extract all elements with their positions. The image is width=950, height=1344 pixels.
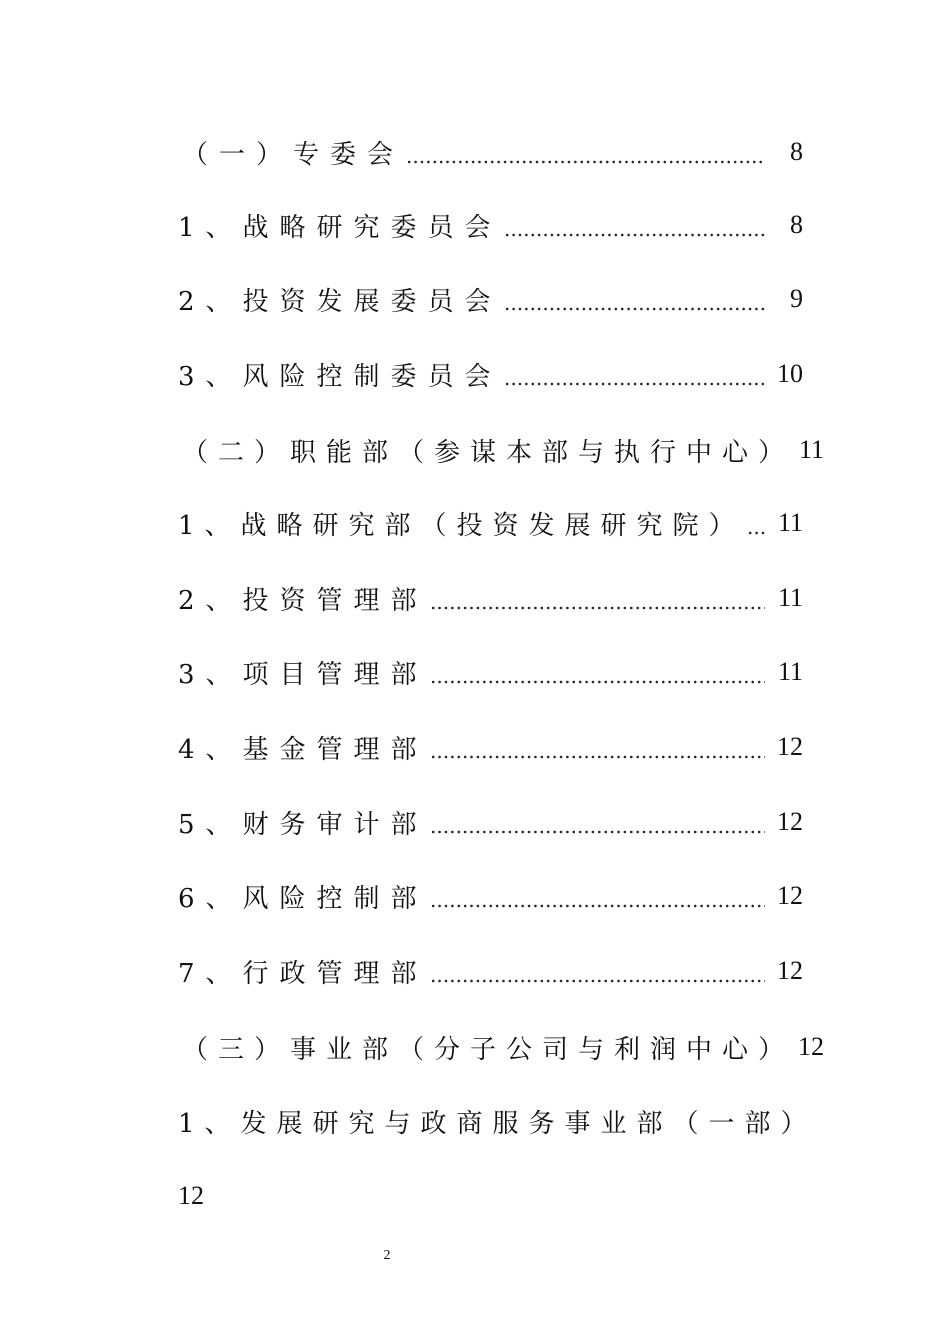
toc-entry-page: 11 [798, 435, 825, 464]
dot-leader [406, 132, 765, 172]
dot-leader [430, 802, 765, 842]
toc-entry[interactable] [178, 430, 825, 470]
toc-entry-page: 12 [777, 732, 803, 761]
dot-leader [430, 951, 765, 991]
toc-entry[interactable] [178, 1027, 825, 1067]
toc-entry[interactable] [178, 205, 803, 245]
toc-entry-page: 11 [777, 657, 803, 686]
toc-entry-label: 7、行政管理部 [178, 958, 428, 989]
toc-entry[interactable] [178, 279, 803, 319]
toc-entry[interactable] [178, 652, 803, 692]
toc-entry-page: 8 [790, 210, 803, 239]
toc-entry-label: （三）事业部（分子公司与利润中心） [182, 1034, 795, 1065]
toc-entry-label: 1、战略研究部（投资发展研究院） [178, 510, 745, 541]
toc-entry-label: （一）专委会 [182, 139, 405, 170]
toc-entry[interactable] [178, 727, 803, 767]
toc-entry-page: 12 [798, 1032, 825, 1061]
toc-entry-page: 12 [777, 881, 803, 910]
toc-entry[interactable] [178, 132, 803, 172]
toc-entry-label: 3、项目管理部 [178, 659, 428, 690]
toc-entry-label: 2、投资发展委员会 [178, 286, 502, 317]
dot-leader [430, 727, 765, 767]
toc-entry[interactable] [178, 802, 803, 842]
toc-entry-page: 11 [777, 583, 803, 612]
dot-leader [747, 503, 765, 543]
toc-entry-page: 10 [777, 359, 803, 388]
toc-entry-label: 1、发展研究与政商服务事业部（一部） [178, 1108, 817, 1139]
toc-entry-label: 5、财务审计部 [178, 809, 428, 840]
toc-entry[interactable] [178, 951, 803, 991]
toc-entry-page: 11 [777, 508, 803, 537]
toc-entry-page: 8 [790, 137, 803, 166]
dot-leader [430, 876, 765, 916]
dot-leader [430, 652, 765, 692]
toc-entry[interactable] [178, 578, 803, 618]
dot-leader [504, 279, 765, 319]
toc-entry-page: 12 [178, 1181, 204, 1210]
dot-leader [504, 354, 765, 394]
toc-entry-label: 2、投资管理部 [178, 585, 428, 616]
toc-entry-label: 4、基金管理部 [178, 734, 428, 765]
toc-entry-label: 1、战略研究委员会 [178, 212, 502, 243]
toc-entry[interactable] [178, 503, 803, 543]
dot-leader [430, 578, 765, 618]
dot-leader [504, 205, 765, 245]
toc-entry-page: 12 [777, 956, 803, 985]
page-number: 2 [383, 1248, 391, 1263]
toc-entry[interactable] [178, 1101, 817, 1141]
toc-entry-label: 3、风险控制委员会 [178, 361, 502, 392]
toc-entry[interactable] [178, 876, 803, 916]
toc-entry-label: （二）职能部（参谋本部与执行中心） [182, 437, 795, 468]
toc-entry-page: 12 [777, 807, 803, 836]
toc-entry-label: 6、风险控制部 [178, 883, 428, 914]
toc-entry[interactable] [178, 354, 803, 394]
toc-entry-page: 9 [790, 284, 803, 313]
